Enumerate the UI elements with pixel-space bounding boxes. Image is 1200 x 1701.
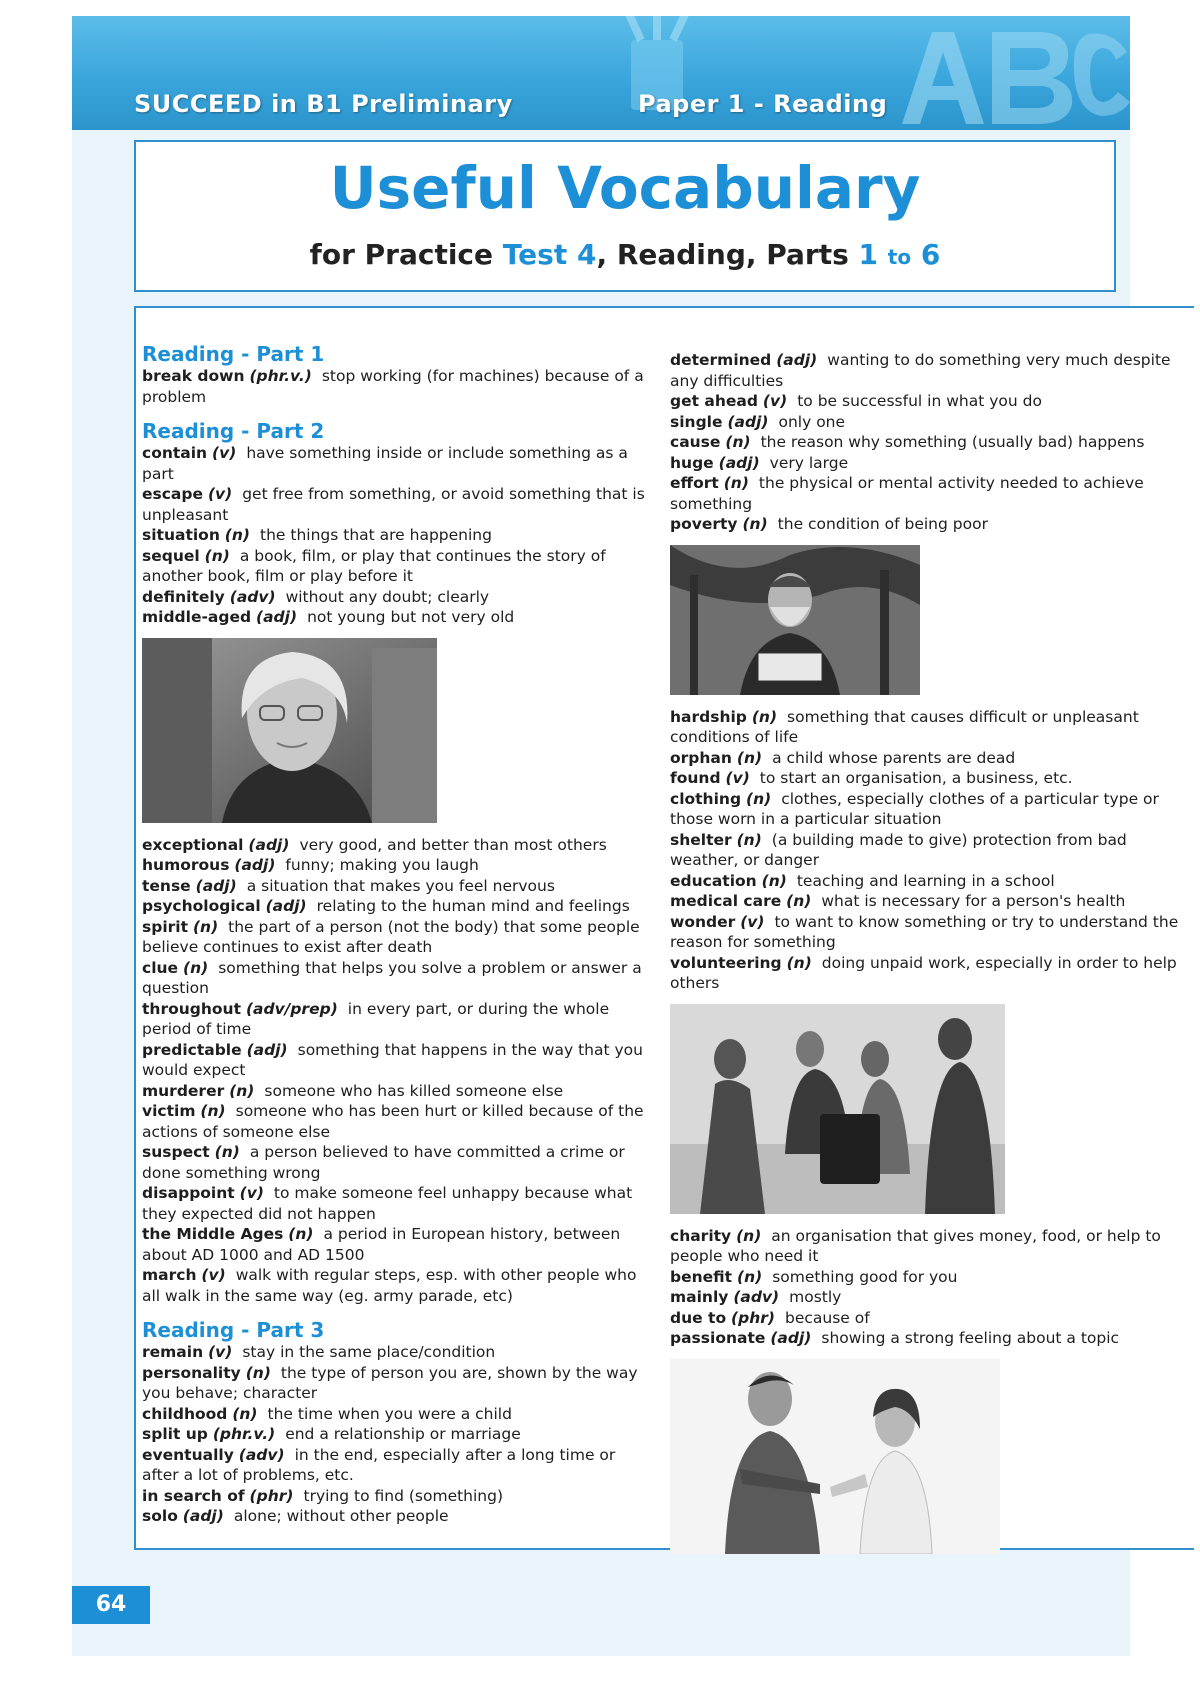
section-heading-part1: Reading - Part 1	[142, 342, 325, 366]
entry-part-of-speech: (n)	[737, 1267, 763, 1286]
entry-word: medical care	[670, 892, 782, 910]
entry-definition: a person believed to have committed a crime or done something wrong	[142, 1143, 625, 1182]
homeless-man-image	[670, 545, 920, 695]
subtitle-to-word: to	[887, 245, 912, 269]
vocabulary-entry	[670, 1267, 1180, 1288]
title-box	[134, 140, 1116, 292]
entry-word: benefit	[670, 1267, 733, 1286]
entry-definition: showing a strong feeling about a topic	[821, 1329, 1120, 1347]
page-subtitle	[136, 238, 1114, 271]
entry-word: humorous	[142, 856, 230, 874]
entry-definition: the time when you were a child	[267, 1404, 512, 1423]
entry-word: volunteering	[670, 953, 782, 972]
entry-word: clothing	[670, 789, 742, 808]
entry-word: escape	[142, 485, 203, 503]
vocabulary-entry	[142, 1506, 647, 1527]
entry-part-of-speech: (n)	[183, 958, 209, 977]
entry-word: situation	[142, 526, 220, 544]
vocabulary-entry	[670, 453, 1180, 474]
entry-definition: doing unpaid work, especially in order to help others	[670, 953, 1177, 992]
vocabulary-entry	[670, 391, 1180, 412]
entry-definition: stop working (for machines) because of a problem	[142, 367, 644, 406]
vocabulary-entry	[670, 1226, 1180, 1267]
vocabulary-entry	[670, 953, 1180, 994]
entry-part-of-speech: (n)	[245, 1363, 271, 1382]
entry-definition: someone who has been hurt or killed because of the actions of someone else	[142, 1102, 644, 1141]
entry-word: in search of	[142, 1486, 245, 1505]
entry-word: break down	[142, 367, 245, 385]
vocabulary-entry	[142, 1486, 647, 1507]
entry-word: clue	[142, 958, 179, 977]
entry-word: psychological	[142, 897, 261, 915]
entry-definition: what is necessary for a person's health	[821, 892, 1126, 910]
photo-volunteers	[670, 1004, 1180, 1214]
vocabulary-entry	[142, 1363, 647, 1404]
entry-part-of-speech: (v)	[201, 1266, 226, 1284]
entry-part-of-speech: (n)	[736, 1226, 762, 1245]
page-title: Useful Vocabulary	[329, 154, 921, 222]
book-series-title: SUCCEED in B1 Preliminary	[134, 90, 513, 118]
entry-word: single	[670, 412, 723, 431]
vocabulary-entry	[142, 1445, 647, 1486]
entry-definition: something that causes difficult or unpleasant conditions of life	[670, 707, 1139, 746]
entry-definition: in every part, or during the whole period of time	[142, 999, 610, 1038]
vocabulary-entry	[670, 412, 1180, 433]
vocabulary-entry	[142, 917, 647, 958]
photo-middle-aged-woman	[142, 638, 647, 823]
entry-part-of-speech: (v)	[725, 769, 750, 787]
entry-part-of-speech: (n)	[736, 748, 763, 767]
vocabulary-entry	[142, 1342, 647, 1363]
vocabulary-entry	[670, 871, 1180, 892]
entry-definition: a book, film, or play that continues the story of another book, film or play before it	[142, 546, 606, 585]
entry-part-of-speech: (adj)	[256, 608, 298, 626]
entry-part-of-speech: (adj)	[234, 856, 276, 874]
vocabulary-entry	[670, 1308, 1180, 1329]
entry-part-of-speech: (v)	[207, 485, 233, 503]
right-entries-b	[670, 707, 1180, 994]
entry-word: victim	[142, 1102, 196, 1120]
entry-part-of-speech: (adv)	[733, 1288, 780, 1306]
entry-word: found	[670, 769, 721, 787]
entry-definition: not young but not very old	[307, 608, 515, 626]
right-entries-a	[670, 350, 1180, 535]
vocabulary-entry	[142, 896, 647, 917]
entry-part-of-speech: (adj)	[246, 1040, 288, 1059]
vocabulary-entry	[670, 350, 1180, 391]
entry-word: wonder	[670, 912, 736, 931]
part1-entries	[142, 366, 647, 407]
entry-definition: an organisation that gives money, food, or help to people who need it	[670, 1226, 1161, 1265]
entry-word: contain	[142, 444, 208, 462]
entry-definition: have something inside or include something as a part	[142, 444, 628, 483]
entry-definition: a child whose parents are dead	[772, 748, 1016, 767]
entry-part-of-speech: (phr)	[249, 1486, 294, 1505]
entry-definition: relating to the human mind and feelings	[316, 897, 630, 915]
entry-definition: the part of a person (not the body) that some people believe continues to exist after death	[142, 917, 640, 956]
entry-part-of-speech: (n)	[751, 707, 778, 726]
vocabulary-entry	[670, 707, 1180, 748]
entry-part-of-speech: (n)	[742, 515, 768, 533]
entry-part-of-speech: (v)	[208, 1343, 233, 1361]
entry-definition: a period in European history, between about AD 1000 and AD 1500	[142, 1225, 621, 1264]
vocabulary-entry	[142, 1424, 647, 1445]
vocabulary-entry	[670, 473, 1180, 514]
entry-part-of-speech: (n)	[786, 953, 812, 972]
entry-part-of-speech: (adj)	[182, 1507, 224, 1525]
entry-part-of-speech: (n)	[723, 474, 749, 492]
woman-portrait-image	[142, 638, 437, 823]
entry-part-of-speech: (v)	[740, 912, 765, 931]
right-entries-c	[670, 1226, 1180, 1349]
entry-definition: get free from something, or avoid something that is unpleasant	[142, 485, 645, 524]
entry-word: passionate	[670, 1329, 766, 1347]
entry-part-of-speech: (adj)	[248, 835, 290, 854]
entry-definition: something that happens in the way that you would expect	[142, 1040, 643, 1079]
subtitle-to: 6	[920, 238, 941, 271]
page-header-band	[72, 16, 1130, 130]
entry-definition: without any doubt; clearly	[285, 587, 490, 606]
entry-word: suspect	[142, 1143, 210, 1161]
entry-part-of-speech: (n)	[224, 526, 250, 544]
entry-part-of-speech: (phr.v.)	[249, 367, 312, 385]
entry-word: cause	[670, 433, 721, 451]
entry-part-of-speech: (n)	[229, 1081, 255, 1100]
entry-part-of-speech: (n)	[214, 1143, 240, 1161]
right-column	[670, 350, 1180, 1566]
entry-word: effort	[670, 474, 719, 492]
entry-definition: something that helps you solve a problem or answer a question	[142, 958, 642, 997]
entry-definition: the type of person you are, shown by the way you behave; character	[142, 1363, 638, 1402]
entry-part-of-speech: (n)	[761, 871, 787, 890]
entry-definition: very good, and better than most others	[299, 835, 607, 854]
vocabulary-entry	[142, 1404, 647, 1425]
entry-part-of-speech: (n)	[192, 917, 219, 936]
entry-definition: to start an organisation, a business, etc.	[759, 769, 1073, 787]
entry-part-of-speech: (n)	[288, 1225, 314, 1243]
entry-word: hardship	[670, 707, 747, 726]
entry-word: childhood	[142, 1404, 228, 1423]
entry-definition: alone; without other people	[233, 1507, 449, 1525]
entry-part-of-speech: (adj)	[776, 351, 818, 369]
left-column	[142, 342, 647, 1527]
entry-part-of-speech: (n)	[786, 892, 812, 910]
entry-definition: clothes, especially clothes of a particular type or those worn in a particular situation	[670, 789, 1159, 828]
subtitle-test: Test 4	[502, 238, 597, 271]
entry-word: predictable	[142, 1040, 242, 1059]
vocabulary-entry	[142, 1183, 647, 1224]
vocabulary-entry	[142, 999, 647, 1040]
volunteers-image	[670, 1004, 1005, 1214]
entry-definition: a situation that makes you feel nervous	[246, 876, 555, 895]
entry-part-of-speech: (phr.v.)	[212, 1425, 276, 1443]
entry-word: orphan	[670, 748, 732, 767]
vocabulary-entry	[142, 366, 647, 407]
section-heading-part3: Reading - Part 3	[142, 1318, 325, 1342]
subtitle-mid: , Reading, Parts	[596, 238, 859, 271]
entry-part-of-speech: (n)	[200, 1102, 226, 1120]
entry-word: remain	[142, 1343, 204, 1361]
entry-part-of-speech: (adj)	[727, 412, 769, 431]
entry-word: solo	[142, 1507, 178, 1525]
entry-part-of-speech: (v)	[239, 1184, 264, 1202]
entry-definition: funny; making you laugh	[285, 856, 479, 874]
entry-word: education	[670, 871, 757, 890]
vocabulary-entry	[142, 1265, 647, 1306]
entry-definition: end a relationship or marriage	[285, 1425, 521, 1443]
entry-word: definitely	[142, 587, 225, 606]
entry-definition: trying to find (something)	[303, 1486, 504, 1505]
entry-word: mainly	[670, 1288, 729, 1306]
vocabulary-entry	[670, 514, 1180, 535]
vocabulary-entry	[142, 1081, 647, 1102]
vocabulary-entry	[670, 912, 1180, 953]
entry-part-of-speech: (n)	[204, 546, 230, 565]
entry-part-of-speech: (n)	[745, 789, 772, 808]
vocabulary-entry	[142, 1101, 647, 1142]
entry-word: spirit	[142, 917, 189, 936]
entry-definition: (a building made to give) protection from bad weather, or danger	[670, 830, 1127, 869]
entry-word: tense	[142, 876, 191, 895]
entry-part-of-speech: (n)	[725, 433, 751, 451]
entry-definition: the things that are happening	[260, 526, 492, 544]
vocabulary-entry	[670, 830, 1180, 871]
entry-word: the Middle Ages	[142, 1225, 284, 1243]
entry-word: due to	[670, 1308, 727, 1327]
entry-definition: the physical or mental activity needed to achieve something	[670, 474, 1144, 513]
entry-definition: something good for you	[772, 1267, 958, 1286]
vocabulary-entry	[142, 876, 647, 897]
entry-word: get ahead	[670, 392, 758, 410]
entry-word: charity	[670, 1226, 732, 1245]
entry-part-of-speech: (phr)	[731, 1308, 775, 1327]
vocabulary-entry	[670, 1328, 1180, 1349]
entry-part-of-speech: (v)	[212, 444, 237, 462]
vocabulary-entry	[142, 1142, 647, 1183]
vocabulary-entry	[670, 789, 1180, 830]
vocabulary-entry	[670, 891, 1180, 912]
section-heading-part2: Reading - Part 2	[142, 419, 325, 443]
entry-definition: walk with regular steps, esp. with other people who all walk in the same way (eg. army parade, etc)	[142, 1266, 637, 1305]
entry-definition: because of	[785, 1308, 870, 1327]
entry-definition: to be successful in what you do	[797, 392, 1042, 410]
vocabulary-entry	[142, 484, 647, 525]
vocabulary-entry	[142, 607, 647, 628]
paper-label: Paper 1 - Reading	[638, 90, 888, 118]
vocabulary-entry	[142, 525, 647, 546]
entry-word: murderer	[142, 1081, 225, 1100]
entry-part-of-speech: (n)	[736, 830, 762, 849]
entry-definition: to make someone feel unhappy because what they expected did not happen	[142, 1184, 633, 1223]
subtitle-prefix: for Practice	[309, 238, 503, 271]
abc-letters-icon	[892, 16, 1130, 130]
entry-word: eventually	[142, 1445, 234, 1464]
vocabulary-entry	[670, 748, 1180, 769]
entry-definition: wanting to do something very much despite any difficulties	[670, 351, 1171, 390]
entry-definition: in the end, especially after a long time or after a lot of problems, etc.	[142, 1445, 616, 1484]
entry-word: huge	[670, 453, 714, 472]
entry-part-of-speech: (adv/prep)	[245, 999, 338, 1018]
entry-part-of-speech: (v)	[762, 392, 788, 410]
entry-definition: mostly	[789, 1288, 842, 1306]
vocabulary-entry	[142, 958, 647, 999]
entry-word: throughout	[142, 999, 241, 1018]
couple-arguing-image	[670, 1359, 1000, 1554]
entry-definition: very large	[769, 453, 849, 472]
vocabulary-entry	[142, 587, 647, 608]
vocabulary-entry	[142, 1224, 647, 1265]
entry-part-of-speech: (adj)	[195, 876, 237, 895]
entry-word: sequel	[142, 546, 200, 565]
entry-word: split up	[142, 1425, 208, 1443]
entry-definition: someone who has killed someone else	[264, 1081, 564, 1100]
entry-word: determined	[670, 351, 772, 369]
part2-entries-b	[142, 835, 647, 1307]
entry-part-of-speech: (adv)	[238, 1445, 285, 1464]
entry-definition: to want to know something or try to understand the reason for something	[670, 912, 1179, 951]
entry-part-of-speech: (adv)	[229, 587, 276, 606]
entry-part-of-speech: (n)	[232, 1404, 258, 1423]
entry-word: disappoint	[142, 1184, 235, 1202]
entry-part-of-speech: (adj)	[718, 453, 760, 472]
part3-entries	[142, 1342, 647, 1527]
vocabulary-entry	[142, 1040, 647, 1081]
entry-word: poverty	[670, 515, 738, 533]
entry-word: shelter	[670, 830, 732, 849]
entry-definition: the condition of being poor	[777, 515, 988, 533]
vocabulary-entry	[670, 768, 1180, 789]
entry-definition: only one	[778, 412, 846, 431]
subtitle-from: 1	[858, 238, 879, 271]
vocabulary-entry	[670, 1287, 1180, 1308]
entry-definition: stay in the same place/condition	[242, 1343, 496, 1361]
photo-homeless-man	[670, 545, 1180, 695]
entry-word: exceptional	[142, 835, 244, 854]
vocabulary-entry	[142, 546, 647, 587]
vocabulary-entry	[142, 835, 647, 856]
entry-part-of-speech: (adj)	[265, 897, 307, 915]
entry-definition: teaching and learning in a school	[796, 871, 1055, 890]
entry-part-of-speech: (adj)	[770, 1329, 812, 1347]
vocabulary-entry	[142, 443, 647, 484]
photo-arguing-couple	[670, 1359, 1180, 1554]
vocabulary-entry	[670, 432, 1180, 453]
page-number: 64	[72, 1586, 150, 1624]
entry-word: personality	[142, 1363, 241, 1382]
entry-word: middle-aged	[142, 608, 252, 626]
entry-definition: the reason why something (usually bad) happens	[760, 433, 1145, 451]
part2-entries-a	[142, 443, 647, 628]
vocabulary-entry	[142, 855, 647, 876]
entry-word: march	[142, 1266, 197, 1284]
